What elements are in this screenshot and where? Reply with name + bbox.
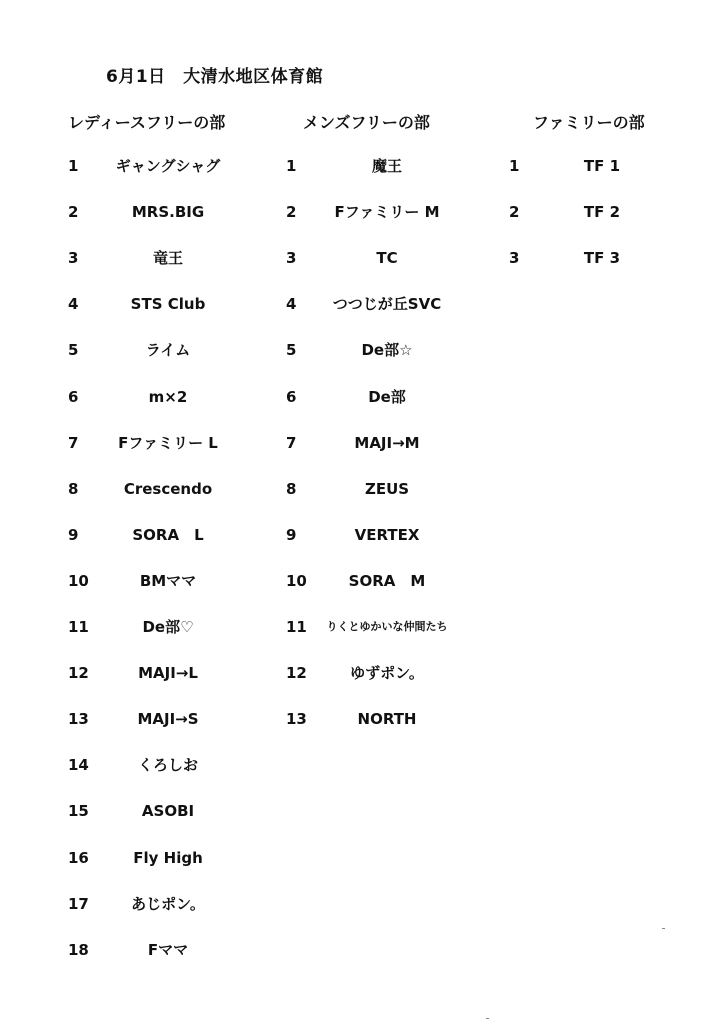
ladies-entry xyxy=(68,247,184,269)
ladies-entry-team-name: Fly High xyxy=(133,849,203,867)
family-entry-team-name: TF 1 xyxy=(583,157,621,175)
mens-entry-team-name: De部☆ xyxy=(361,341,413,359)
ladies-column-heading: レディースフリーの部 xyxy=(68,113,226,132)
mens-entry xyxy=(286,293,442,315)
mens-entry xyxy=(286,155,403,177)
family-column-heading: ファミリーの部 xyxy=(533,113,645,132)
ladies-entry-team-name: ライム xyxy=(145,341,191,359)
mens-entry xyxy=(286,339,413,361)
ladies-entry xyxy=(68,339,191,361)
mens-entry-number: 13 xyxy=(286,710,307,728)
mens-entry-number: 4 xyxy=(286,295,297,313)
ladies-entry xyxy=(68,708,199,730)
ladies-entry-team-name: Fファミリー L xyxy=(118,434,218,452)
ladies-entry-team-name: m×2 xyxy=(148,388,188,406)
ladies-entry xyxy=(68,570,197,592)
ladies-entry-team-name: De部♡ xyxy=(142,618,194,636)
ladies-entry-team-name: くろしお xyxy=(137,756,199,774)
ladies-entry-team-name: SORA L xyxy=(132,526,204,544)
family-entry-number: 1 xyxy=(509,157,520,175)
ladies-entry xyxy=(68,662,198,684)
ladies-entry-number: 13 xyxy=(68,710,89,728)
ladies-entry-number: 12 xyxy=(68,664,89,682)
ladies-entry-number: 7 xyxy=(68,434,79,452)
ladies-entry-team-name: ギャングシャグ xyxy=(115,157,221,175)
mens-entry xyxy=(286,432,420,454)
mens-entry-team-name: 魔王 xyxy=(371,157,403,175)
ladies-entry-number: 5 xyxy=(68,341,79,359)
mens-entry-number: 3 xyxy=(286,249,297,267)
mens-column-heading: メンズフリーの部 xyxy=(303,113,430,132)
ladies-entry-number: 9 xyxy=(68,526,79,544)
mens-entry-team-name: つつじが丘SVC xyxy=(332,295,442,313)
ladies-entry xyxy=(68,478,213,500)
mens-entry xyxy=(286,524,420,546)
mens-entry xyxy=(286,708,417,730)
ladies-entry-team-name: Fママ xyxy=(147,941,189,959)
ladies-entry xyxy=(68,293,206,315)
ladies-entry-number: 16 xyxy=(68,849,89,867)
ladies-entry-team-name: BMママ xyxy=(139,572,197,590)
ladies-entry-team-name: あじポン。 xyxy=(131,895,205,913)
ladies-entry-team-name: Crescendo xyxy=(123,480,213,498)
ladies-entry-number: 4 xyxy=(68,295,79,313)
ladies-entry xyxy=(68,155,221,177)
ladies-entry xyxy=(68,754,199,776)
ladies-entry xyxy=(68,432,218,454)
mens-entry xyxy=(286,570,426,592)
mens-entry-team-name: りくとゆかいな仲間たち xyxy=(326,620,448,633)
mens-entry-team-name: ゆずポン。 xyxy=(350,664,424,682)
ladies-entry-team-name: 竜王 xyxy=(152,249,184,267)
mens-entry xyxy=(286,386,406,408)
ladies-entry-number: 17 xyxy=(68,895,89,913)
family-entry-team-name: TF 2 xyxy=(583,203,621,221)
mens-entry-number: 2 xyxy=(286,203,297,221)
mens-entry-number: 5 xyxy=(286,341,297,359)
ladies-entry-number: 1 xyxy=(68,157,79,175)
ladies-entry-number: 3 xyxy=(68,249,79,267)
ladies-entry-team-name: MAJI→S xyxy=(137,710,199,728)
ladies-entry-team-name: MAJI→L xyxy=(138,664,198,682)
scan-speck xyxy=(486,1018,489,1019)
mens-entry xyxy=(286,247,398,269)
ladies-entry xyxy=(68,847,203,869)
mens-entry xyxy=(286,662,424,684)
mens-entry-number: 9 xyxy=(286,526,297,544)
ladies-entry-team-name: ASOBI xyxy=(141,802,195,820)
ladies-entry-number: 6 xyxy=(68,388,79,406)
family-entry-team-name: TF 3 xyxy=(583,249,621,267)
family-entry-number: 3 xyxy=(509,249,520,267)
mens-entry xyxy=(286,478,410,500)
mens-entry-number: 7 xyxy=(286,434,297,452)
mens-entry-team-name: NORTH xyxy=(357,710,417,728)
ladies-entry-number: 2 xyxy=(68,203,79,221)
scan-speck xyxy=(662,928,665,929)
ladies-entry xyxy=(68,201,205,223)
mens-entry xyxy=(286,616,448,638)
mens-entry xyxy=(286,201,440,223)
ladies-entry xyxy=(68,800,195,822)
family-entry xyxy=(509,201,621,223)
mens-entry-team-name: TC xyxy=(376,249,398,267)
family-entry-number: 2 xyxy=(509,203,520,221)
ladies-entry-number: 8 xyxy=(68,480,79,498)
mens-entry-number: 6 xyxy=(286,388,297,406)
ladies-entry xyxy=(68,616,194,638)
ladies-entry-team-name: MRS.BIG xyxy=(131,203,205,221)
mens-entry-team-name: VERTEX xyxy=(354,526,420,544)
ladies-entry xyxy=(68,939,189,961)
mens-entry-team-name: De部 xyxy=(368,388,406,406)
mens-entry-team-name: Fファミリー M xyxy=(334,203,440,221)
mens-entry-team-name: ZEUS xyxy=(364,480,410,498)
mens-entry-number: 1 xyxy=(286,157,297,175)
mens-entry-number: 10 xyxy=(286,572,307,590)
ladies-entry xyxy=(68,386,188,408)
mens-entry-team-name: MAJI→M xyxy=(354,434,420,452)
ladies-entry-number: 11 xyxy=(68,618,89,636)
ladies-entry xyxy=(68,893,205,915)
page-title: 6月1日 大清水地区体育館 xyxy=(106,67,324,87)
mens-entry-number: 12 xyxy=(286,664,307,682)
ladies-entry-number: 18 xyxy=(68,941,89,959)
mens-entry-team-name: SORA M xyxy=(348,572,426,590)
ladies-entry xyxy=(68,524,204,546)
mens-entry-number: 11 xyxy=(286,618,307,636)
family-entry xyxy=(509,155,621,177)
ladies-entry-team-name: STS Club xyxy=(130,295,206,313)
mens-entry-number: 8 xyxy=(286,480,297,498)
ladies-entry-number: 14 xyxy=(68,756,89,774)
ladies-entry-number: 10 xyxy=(68,572,89,590)
ladies-entry-number: 15 xyxy=(68,802,89,820)
family-entry xyxy=(509,247,621,269)
